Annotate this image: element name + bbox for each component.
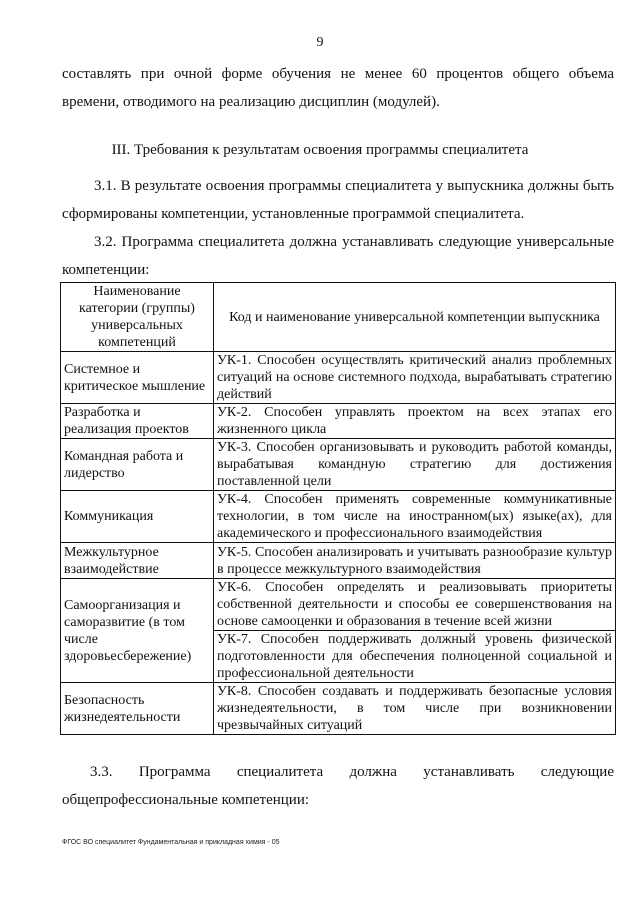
paragraph-3-3-word: Программа (138, 764, 211, 780)
competence-cell: УК-1. Способен осуществлять критический анализ проблемных ситуаций на основе системного подхода, вырабатывать стратегию действий (214, 352, 616, 404)
table-row (61, 491, 616, 543)
competence-cell: УК-4. Способен применять современные коммуникативные технологии, в том числе на иностранном(ых) языке(ах), для академического и профессионального взаимодействия (214, 491, 616, 543)
category-cell: Самоорганизация и саморазвитие (в том числе здоровьесбережение) (61, 579, 214, 683)
table-header-row (61, 283, 616, 352)
competencies-table (60, 282, 616, 735)
paragraph-3-3 (62, 758, 614, 814)
section-title: III. Требования к результатам освоения программы специалитета (111, 142, 529, 158)
category-cell: Разработка и реализация проектов (61, 404, 214, 439)
table-row (61, 404, 616, 439)
category-cell: Командная работа и лидерство (61, 439, 214, 491)
table-row (61, 439, 616, 491)
category-cell: Системное и критическое мышление (61, 352, 214, 404)
paragraph-3-3-word: должна (349, 764, 397, 780)
table-row (61, 683, 616, 735)
paragraph-3-3-word: следующие (540, 764, 614, 780)
paragraph-3-1: 3.1. В результате освоения программы специалитета у выпускника должны быть сформированы компетенции, установленные программой специалитета. (62, 178, 614, 222)
page-number: 9 (316, 35, 324, 50)
table-row (61, 579, 616, 631)
category-cell: Безопасность жизнедеятельности (61, 683, 214, 735)
paragraph-3-3-number: 3.3. (90, 764, 113, 780)
intro-paragraph: составлять при очной форме обучения не менее 60 процентов общего объема времени, отводимого на реализацию дисциплин (модулей). (62, 66, 614, 110)
competence-cell: УК-3. Способен организовывать и руководить работой команды, вырабатывая командную стратегию для достижения поставленной цели (214, 439, 616, 491)
table-row (61, 352, 616, 404)
paragraph-3-3-line-1 (62, 758, 614, 786)
competence-cell: УК-7. Способен поддерживать должный уровень физической подготовленности для обеспечения полноценной социальной и профессиональной деятельности (214, 631, 616, 683)
category-cell: Межкультурное взаимодействие (61, 543, 214, 579)
header-category: Наименование категории (группы) универсальных компетенций (61, 283, 214, 352)
table-row (61, 543, 616, 579)
competence-cell: УК-2. Способен управлять проектом на всех этапах его жизненного цикла (214, 404, 616, 439)
paragraph-3-2: 3.2. Программа специалитета должна устанавливать следующие универсальные компетенции: (62, 234, 614, 278)
footer-note: ФГОС ВО специалитет Фундаментальная и прикладная химия - 05 (62, 839, 280, 846)
category-cell: Коммуникация (61, 491, 214, 543)
paragraph-3-3-line-2: общепрофессиональные компетенции: (62, 792, 310, 808)
paragraph-3-3-word: специалитета (236, 764, 324, 780)
competence-cell: УК-8. Способен создавать и поддерживать безопасные условия жизнедеятельности, в том числе при возникновении чрезвычайных ситуаций (214, 683, 616, 735)
competence-cell: УК-6. Способен определять и реализовывать приоритеты собственной деятельности и способы ее совершенствования на основе самооценки и образования в течение всей жизни (214, 579, 616, 631)
paragraph-3-3-word: устанавливать (423, 764, 515, 780)
header-competence: Код и наименование универсальной компетенции выпускника (214, 283, 616, 352)
competence-cell: УК-5. Способен анализировать и учитывать разнообразие культур в процессе межкультурного взаимодействия (214, 543, 616, 579)
